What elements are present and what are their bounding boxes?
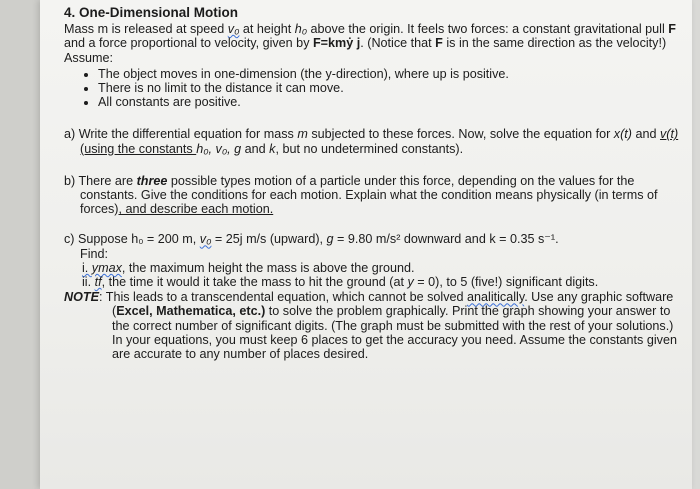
text-run: subjected to these forces. Now, solve the equation for	[307, 127, 614, 142]
part-c-item-2	[64, 275, 684, 289]
text-run: and	[241, 141, 270, 156]
background-edge	[0, 0, 40, 489]
part-c-item-1	[64, 261, 684, 275]
problem-title: 4. One-Dimensional Motion	[64, 5, 239, 20]
text-run: k	[269, 141, 276, 156]
text-run: NOTE	[64, 290, 99, 305]
text-run: a) Write the differential equation for mass	[64, 127, 298, 142]
text-run: x(t)	[613, 127, 632, 142]
part-a	[64, 127, 684, 155]
text-run: , and describe each motion.	[118, 202, 274, 217]
text-run: = 0), to 5 (five!) significant digits.	[413, 275, 599, 290]
text-run: three	[136, 173, 168, 188]
text-run: = 9.80 m/s² downward and k = 0.35 s⁻¹.	[333, 232, 559, 247]
text-run: v₀	[199, 232, 212, 247]
text-run: h₀, v₀, g	[196, 141, 242, 156]
text-run: tf	[94, 275, 102, 290]
text-run: and a force proportional to velocity, given by	[64, 36, 313, 51]
text-run: y	[407, 275, 414, 290]
problem-intro	[64, 22, 684, 65]
text-run: analitically	[467, 290, 525, 305]
text-run: F	[668, 22, 676, 37]
part-c	[64, 232, 684, 246]
text-run: h₀	[294, 22, 308, 37]
text-run: v(t)	[659, 127, 679, 142]
text-run: : This leads to a transcendental equation, which cannot be solved	[98, 290, 468, 305]
problem-text	[64, 6, 684, 361]
text-run: ii.	[82, 275, 95, 290]
text-run: , the time it would it take the mass to hit the ground (at	[101, 275, 408, 290]
assumption-item: • There is no limit to the distance it can move.	[98, 81, 684, 95]
text-run: g	[326, 232, 334, 247]
text-run: Excel, Mathematica, etc.)	[116, 304, 266, 319]
text-run: c) Suppose h₀ = 200 m,	[64, 232, 200, 247]
text-run: ymax	[91, 260, 122, 275]
assumption-list	[64, 67, 684, 110]
assumption-item: • The object moves in one-dimension (the y-direction), where up is positive.	[98, 67, 684, 81]
text-run: = 25j m/s (upward),	[211, 232, 327, 247]
part-b	[64, 174, 684, 217]
text-run: at height	[239, 22, 295, 37]
text-run: v₀	[227, 22, 240, 37]
text-run: F	[435, 36, 443, 51]
text-run: i.	[82, 260, 92, 275]
text-run: above the origin. It feels two forces: a constant gravitational pull	[307, 22, 669, 37]
text-run: . (Notice that	[360, 36, 436, 51]
text-run: is in the same direction as the velocity!) Assume:	[64, 36, 667, 65]
text-run: , the maximum height the mass is above the ground.	[121, 260, 415, 275]
assumption-item: • All constants are positive.	[98, 95, 684, 109]
text-run: and	[631, 127, 660, 142]
text-run: . Use any graphic software (	[112, 290, 674, 319]
text-run: (using the constants	[80, 141, 197, 156]
document-page	[40, 0, 692, 489]
text-run: m	[297, 127, 308, 142]
note-paragraph	[64, 290, 684, 361]
text-run: possible types motion of a particle under this force, depending on the values for the constants. Give the conditions for each motion. Explain what the condition means physically (in terms of forces)	[80, 173, 658, 217]
part-c-find: Find:	[80, 246, 108, 261]
text-run: Mass m is released at speed	[64, 22, 228, 37]
text-run: b) There are	[64, 173, 137, 188]
text-run: to solve the problem graphically. Print the graph showing your answer to the correct number of significant digits. (The graph must be submitted with the rest of your solutions.) In your equations, you must keep 6 places to get the accuracy you need. Assume the constants given are accurate to any number of places desired.	[112, 304, 677, 362]
text-run: F=kmẏ j	[312, 36, 361, 51]
text-run: , but no undetermined constants).	[275, 141, 464, 156]
